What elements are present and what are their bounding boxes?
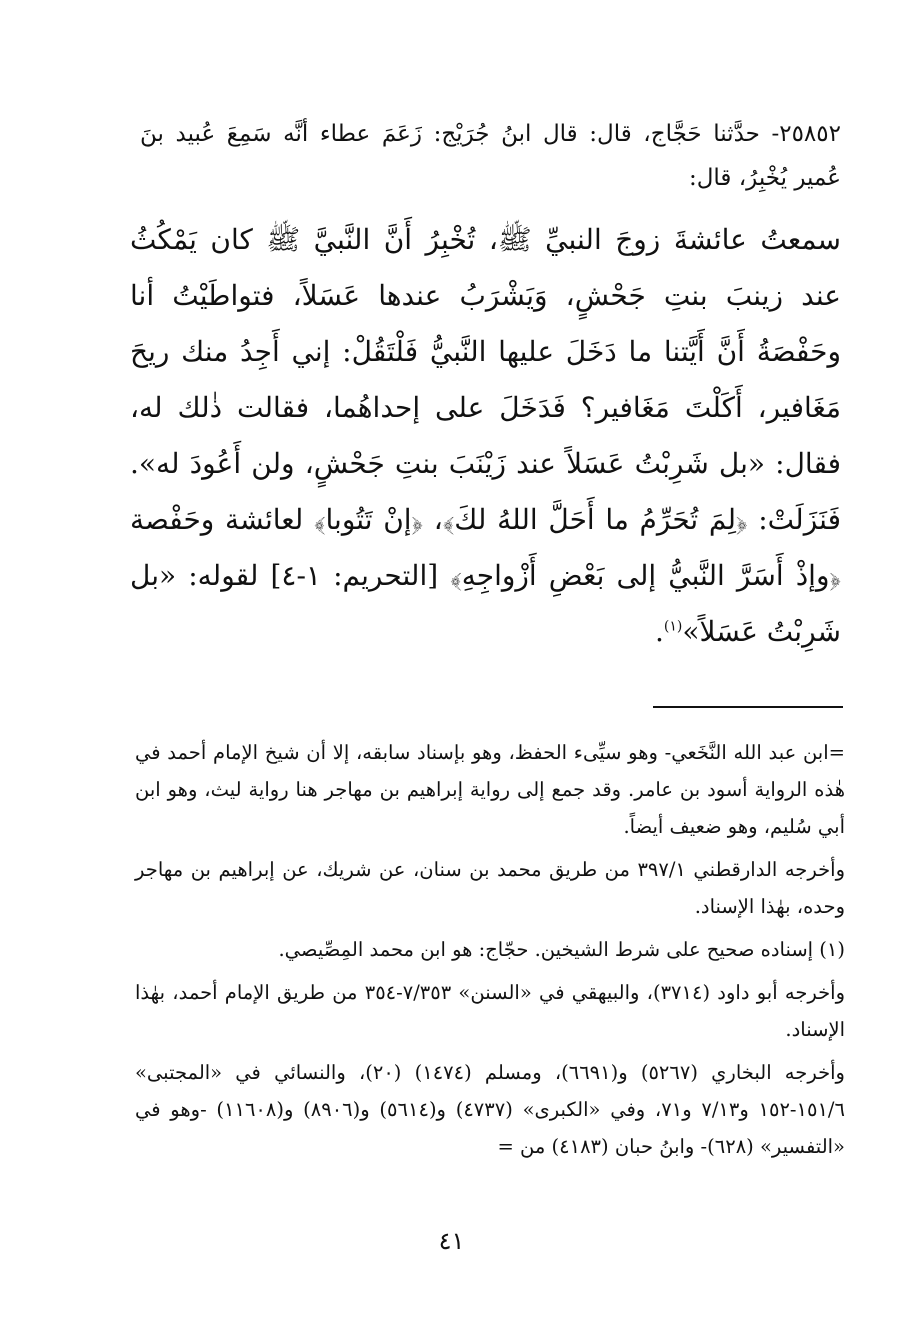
footnote-reference[interactable]: (١)	[663, 618, 683, 635]
footnote-paragraph: وأخرجه الدارقطني ٣٩٧/١ من طريق محمد بن سنان، عن شريك، عن إبراهيم بن مهاجر وحده، بهٰذا الإسناد.	[135, 858, 845, 918]
footnote-divider	[653, 706, 843, 708]
footnote-paragraph: (١) إسناده صحيح على شرط الشيخين. حجّاج: هو ابن محمد المِصِّيصي.	[278, 938, 845, 961]
footnote-paragraph: وأخرجه البخاري (٥٢٦٧) و(٦٦٩١)، ومسلم (١٤٧٤) (٢٠)، والنسائي في «المجتبى» ١٥١/٦-١٥٢ و٧/١٣ و٧١، وفي «الكبرى» (٤٧٣٧) و(٥٦١٤) و(٨٩٠٦) و(١١٦٠٨) -وهو في «التفسير» (٦٢٨)- وابنُ حبان (٤١٨٣) من =	[135, 1061, 845, 1158]
hadith-matn: سمعتُ عائشةَ زوجَ النبيِّ ﷺ، تُخْبِرُ أَنَّ النَّبيَّ ﷺ كان يَمْكُثُ عند زينبَ بنتِ جَحْشٍ، وَيَشْرَبُ عندها عَسَلاً، فتواطَيْتُ أنا وحَفْصَةُ أَنَّ أَيَّتنا ما دَخَلَ عليها النَّبيُّ فَلْتَقُلْ: إني أَجِدُ منك ريحَ مَغَافير، أَكَلْتَ مَغَافير؟ فَدَخَلَ على إحداهُما، فقالت ذٰلك له، فقال: «بل شَرِبْتُ عَسَلاً عند زَيْنَبَ بنتِ جَحْشٍ، ولن أَعُودَ له». فَنَزَلَتْ: ﴿لِمَ تُحَرِّمُ ما أَحَلَّ اللهُ لكَ﴾، ﴿إنْ تَتُوبا﴾ لعائشة وحَفْصة ﴿وإذْ أَسَرَّ النَّبيُّ إلى بَعْضِ أَزْواجِهِ﴾ [التحريم: ١-٤] لقوله: «بل شَرِبْتُ عَسَلاً»$^{(١)}$.	[130, 223, 841, 648]
footnote-paragraph: =ابن عبد الله النَّخَعي- وهو سيِّىء الحفظ، وهو بإسناد سابقه، إلا أن شيخ الإمام أحمد في هٰذه الرواية أسود بن عامر. وقد جمع إلى رواية إبراهيم بن مهاجر هنا رواية ليث، وهو ابن أبي سُليم، وهو ضعيف أيضاً.	[135, 741, 845, 838]
footnote-paragraph: وأخرجه أبو داود (٣٧١٤)، والبيهقي في «السنن» ٧/٣٥٣-٣٥٤ من طريق الإمام أحمد، بهٰذا الإسناد.	[135, 981, 846, 1041]
footnotes	[135, 734, 845, 1171]
hadith-text: سمعتُ عائشةَ زوجَ النبيِّ ﷺ، تُخْبِرُ أَنَّ النَّبيَّ ﷺ كان يَمْكُثُ عند زينبَ بنتِ جَحْشٍ، وَيَشْرَبُ عندها عَسَلاً، فتواطَيْتُ أنا وحَفْصَةُ أَنَّ أَيَّتنا ما دَخَلَ عليها النَّبيُّ فَلْتَقُلْ: إني أَجِدُ منك ريحَ مَغَافير، أَكَلْتَ مَغَافير؟ فَدَخَلَ على إحداهُما، فقالت ذٰلك له، فقال: «بل شَرِبْتُ عَسَلاً عند زَيْنَبَ بنتِ جَحْشٍ، ولن أَعُودَ له». فَنَزَلَتْ: ﴿لِمَ تُحَرِّمُ ما أَحَلَّ اللهُ لكَ﴾، ﴿إنْ تَتُوبا﴾ لعائشة وحَفْصة ﴿وإذْ أَسَرَّ النَّبيُّ إلى بَعْضِ أَزْواجِهِ﴾ [التحريم: ١-٤] لقوله: «بل شَرِبْتُ عَسَلاً»	[130, 223, 841, 648]
hadith-isnad-header: ٢٥٨٥٢- حدَّثنا حَجَّاج، قال: قال ابنُ جُرَيْج: زَعَمَ عطاء أنَّه سَمِعَ عُبيد بنَ عُمير يُخْبِرُ، قال:	[140, 121, 841, 191]
page-number: ٤١	[438, 1227, 465, 1255]
